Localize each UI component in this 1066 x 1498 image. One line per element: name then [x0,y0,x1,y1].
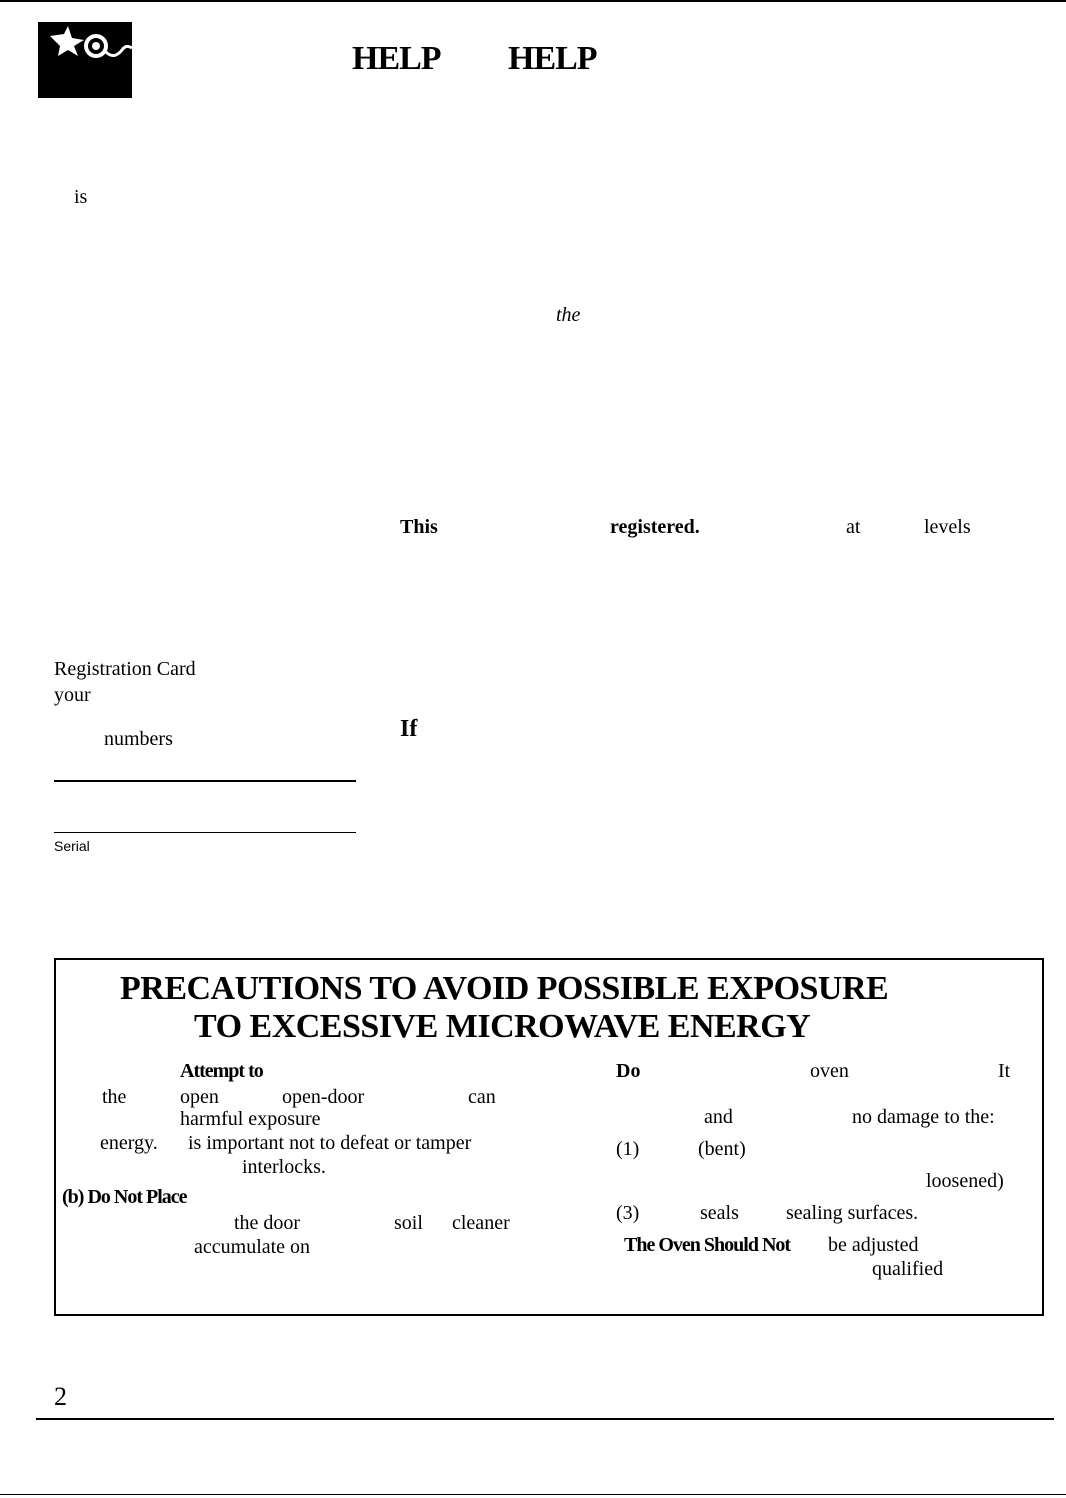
serial-label: Serial [54,838,90,854]
prec-left-l2c: open-door [282,1086,365,1108]
prec-right-r5b: seals [700,1202,739,1224]
precautions-heading-line2: TO EXCESSIVE MICROWAVE ENERGY [194,1008,811,1045]
precautions-box [54,958,1044,1316]
footer-rule [36,1418,1054,1420]
precautions-heading-line1: PRECAUTIONS TO AVOID POSSIBLE EXPOSURE [120,970,889,1007]
prec-left-l8: accumulate on [194,1236,311,1258]
fragment-registered: registered. [610,516,700,538]
prec-right-r1a: Do [616,1060,641,1082]
prec-left-l4b: is important not to defeat or tamper [188,1132,472,1154]
prec-right-r4: loosened) [926,1170,1004,1192]
page-number: 2 [54,1382,67,1411]
prec-left-l3: harmful exposure [180,1108,321,1130]
fragment-levels: levels [924,516,971,538]
serial-number-line [54,832,356,833]
prec-right-r3a: (1) [616,1138,640,1160]
model-number-line [54,780,356,782]
fragment-at: at [846,516,861,538]
prec-right-r2a: and [704,1106,733,1128]
fragment-if: If [400,716,418,742]
bottom-rule [0,1494,1066,1495]
registration-your-label: your [54,684,91,706]
prec-left-l6: (b) Do Not Place [62,1186,187,1208]
prec-right-r1c: It [998,1060,1011,1082]
prec-right-r7: qualified [872,1258,944,1280]
prec-left-l1: Attempt to [180,1060,263,1082]
fragment-is: is [74,186,88,208]
prec-right-r5a: (3) [616,1202,640,1224]
prec-left-l7c: cleaner [452,1212,510,1234]
prec-right-r1b: oven [810,1060,849,1082]
prec-left-l2a: the [102,1086,127,1108]
top-rule [0,0,1066,2]
prec-right-r2b: no damage to the: [852,1106,995,1128]
fragment-this: This [400,516,438,538]
prec-left-l5: interlocks. [242,1156,326,1178]
prec-right-r3b: (bent) [698,1138,746,1160]
prec-right-r6a: The Oven Should Not [624,1234,791,1256]
prec-left-l2d: can [468,1086,496,1108]
header-title-right: HELP [508,40,597,77]
header-title-left: HELP [352,40,441,77]
prec-left-l2b: open [180,1086,219,1108]
prec-left-l4a: energy. [100,1132,158,1154]
prec-right-r5c: sealing surfaces. [786,1202,919,1224]
prec-left-l7a: the door [234,1212,301,1234]
prec-right-r6b: be adjusted [828,1234,919,1256]
registration-numbers-label: numbers [104,728,173,750]
prec-left-l7b: soil [394,1212,423,1234]
appliance-logo-icon [38,22,132,98]
fragment-the: the [556,304,581,326]
registration-card-label: Registration Card [54,658,196,680]
